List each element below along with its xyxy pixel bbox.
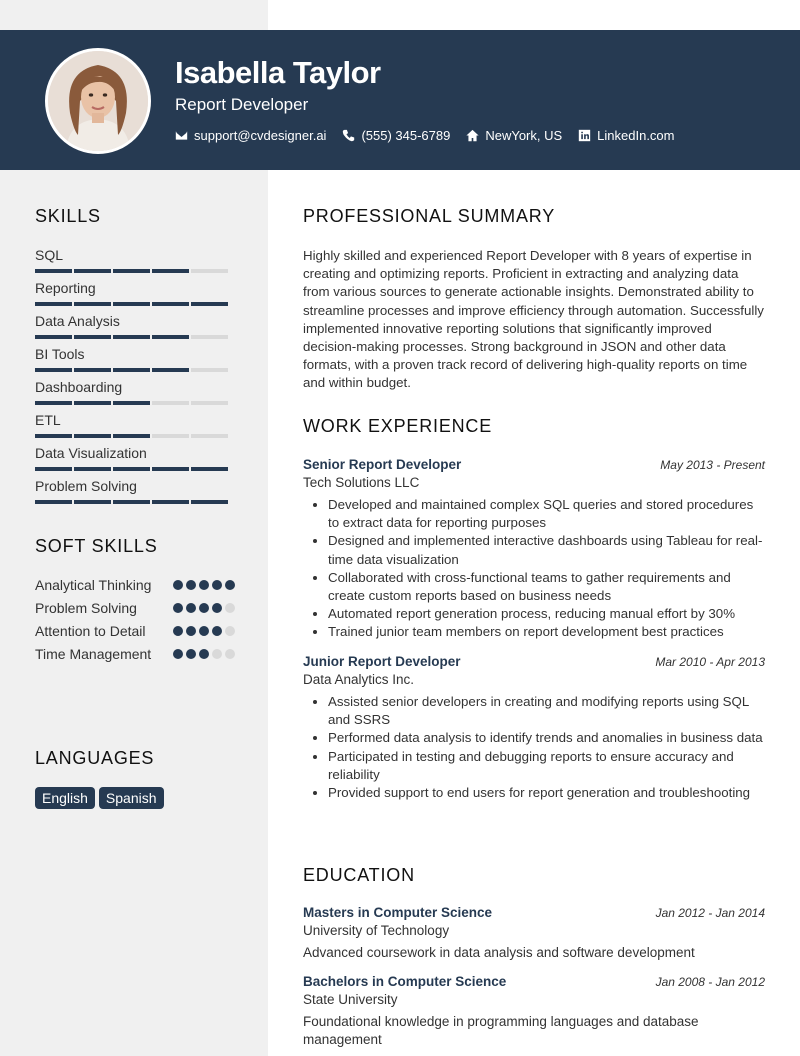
soft-skill-rating <box>170 645 235 659</box>
skill-level-segment <box>191 368 228 372</box>
skill-level-segment <box>74 302 111 306</box>
skill-level-segment <box>113 434 150 438</box>
skill-name: Data Analysis <box>35 313 120 329</box>
rating-dot <box>173 626 183 636</box>
skill-level-bar <box>35 467 235 471</box>
skill-level-segment <box>74 434 111 438</box>
home-icon <box>466 129 479 142</box>
skill-level-segment <box>191 302 228 306</box>
education-school: University of Technology <box>303 923 450 938</box>
contact-phone[interactable] <box>342 128 450 143</box>
avatar <box>45 48 151 154</box>
language-badge: Spanish <box>99 787 164 809</box>
skill-level-segment <box>152 401 189 405</box>
rating-dot <box>199 626 209 636</box>
skill-item <box>35 444 235 477</box>
skill-item <box>35 312 235 345</box>
job-bullet: • Performed data analysis to identify trends and anomalies in business data <box>328 729 765 747</box>
skill-level-segment <box>74 467 111 471</box>
rating-dot <box>225 649 235 659</box>
job-bullet: • Designed and implemented interactive dashboards using Tableau for real-time data visualization <box>328 532 765 568</box>
rating-dot <box>225 580 235 590</box>
rating-dot <box>212 580 222 590</box>
job-role: Junior Report Developer <box>303 654 461 669</box>
rating-dot <box>199 649 209 659</box>
skill-level-bar <box>35 401 235 405</box>
soft-skill-item <box>35 599 235 617</box>
rating-dot <box>225 603 235 613</box>
skill-item <box>35 378 235 411</box>
education-description: Advanced coursework in data analysis and software development <box>303 945 695 960</box>
job-company: Tech Solutions LLC <box>303 475 420 490</box>
rating-dot <box>186 580 196 590</box>
skill-level-bar <box>35 500 235 504</box>
rating-dot <box>173 580 183 590</box>
skill-level-segment <box>35 302 72 306</box>
education-entry <box>303 904 765 962</box>
skill-level-segment <box>152 467 189 471</box>
experience-heading: WORK EXPERIENCE <box>303 416 493 436</box>
skill-name: SQL <box>35 247 64 263</box>
skill-level-segment <box>113 467 150 471</box>
soft-skills-list <box>35 576 235 668</box>
soft-skill-item <box>35 576 235 594</box>
soft-skill-rating <box>170 576 235 590</box>
skill-name: BI Tools <box>35 346 85 362</box>
skills-list <box>35 246 235 510</box>
soft-skill-name: Time Management <box>35 646 152 662</box>
job-bullet: • Trained junior team members on report development best practices <box>328 623 765 641</box>
language-badge: English <box>35 787 95 809</box>
skill-level-segment <box>152 335 189 339</box>
job-entry <box>303 456 765 642</box>
rating-dot <box>186 649 196 659</box>
skill-item <box>35 411 235 444</box>
skill-level-segment <box>152 302 189 306</box>
skill-level-bar <box>35 269 235 273</box>
education-description: Foundational knowledge in programming languages and database management <box>303 1014 699 1048</box>
contact-email-text: support@cvdesigner.ai <box>194 128 327 143</box>
contact-linkedin[interactable] <box>578 128 674 143</box>
skill-level-segment <box>113 269 150 273</box>
education-school: State University <box>303 992 398 1007</box>
envelope-icon <box>175 129 188 142</box>
languages-heading: LANGUAGES <box>35 748 155 768</box>
skill-level-segment <box>191 467 228 471</box>
skill-level-segment <box>191 500 228 504</box>
linkedin-icon <box>578 129 591 142</box>
contact-phone-text: (555) 345-6789 <box>361 128 451 143</box>
education-entry <box>303 973 765 1049</box>
soft-skill-name: Problem Solving <box>35 600 137 616</box>
skill-item <box>35 345 235 378</box>
contact-linkedin-text: LinkedIn.com <box>597 128 675 143</box>
skill-level-segment <box>35 401 72 405</box>
skill-level-segment <box>113 401 150 405</box>
skill-level-segment <box>191 269 228 273</box>
skill-level-segment <box>191 434 228 438</box>
contact-location-text: NewYork, US <box>485 128 563 143</box>
candidate-name: Isabella Taylor <box>175 55 381 90</box>
education-dates: Jan 2012 - Jan 2014 <box>655 906 765 920</box>
skill-level-segment <box>35 269 72 273</box>
job-bullet: • Developed and maintained complex SQL queries and stored procedures to extract data for reporting purposes <box>328 496 765 532</box>
skill-level-segment <box>35 434 72 438</box>
soft-skills-heading: SOFT SKILLS <box>35 536 158 556</box>
skill-level-segment <box>113 500 150 504</box>
skill-level-segment <box>152 269 189 273</box>
skill-name: ETL <box>35 412 61 428</box>
skill-level-segment <box>113 302 150 306</box>
job-company: Data Analytics Inc. <box>303 672 415 687</box>
job-entry <box>303 653 765 802</box>
skill-level-bar <box>35 335 235 339</box>
job-bullet: • Automated report generation process, reducing manual effort by 30% <box>328 605 765 623</box>
skill-level-segment <box>74 269 111 273</box>
skill-item <box>35 246 235 279</box>
skill-level-segment <box>35 335 72 339</box>
skill-item <box>35 477 235 510</box>
education-heading: EDUCATION <box>303 865 415 885</box>
contact-email[interactable] <box>175 128 326 143</box>
rating-dot <box>212 626 222 636</box>
education-degree: Masters in Computer Science <box>303 905 493 920</box>
skill-level-segment <box>35 368 72 372</box>
rating-dot <box>212 603 222 613</box>
skill-name: Dashboarding <box>35 379 123 395</box>
job-bullet: • Assisted senior developers in creating and modifying reports using SQL and SSRS <box>328 693 765 729</box>
skill-level-segment <box>74 500 111 504</box>
rating-dot <box>173 603 183 613</box>
skill-level-segment <box>152 434 189 438</box>
skill-level-segment <box>35 500 72 504</box>
contact-row <box>175 128 691 143</box>
contact-location <box>466 128 562 143</box>
rating-dot <box>186 603 196 613</box>
rating-dot <box>212 649 222 659</box>
rating-dot <box>186 626 196 636</box>
job-bullet: • Collaborated with cross-functional teams to gather requirements and create custom reports based on business needs <box>328 569 765 605</box>
skill-name: Problem Solving <box>35 478 137 494</box>
rating-dot <box>199 580 209 590</box>
skill-level-segment <box>113 335 150 339</box>
rating-dot <box>225 626 235 636</box>
skill-level-segment <box>152 368 189 372</box>
skill-name: Reporting <box>35 280 96 296</box>
skill-level-bar <box>35 302 235 306</box>
soft-skill-item <box>35 622 235 640</box>
job-bullets <box>303 496 765 642</box>
job-title: Report Developer <box>175 95 309 114</box>
soft-skill-rating <box>170 622 235 636</box>
skill-level-segment <box>191 335 228 339</box>
rating-dot <box>173 649 183 659</box>
skill-level-segment <box>74 401 111 405</box>
skill-name: Data Visualization <box>35 445 147 461</box>
rating-dot <box>199 603 209 613</box>
skill-level-segment <box>74 368 111 372</box>
skill-level-segment <box>191 401 228 405</box>
soft-skill-name: Attention to Detail <box>35 623 146 639</box>
summary-text: Highly skilled and experienced Report Developer with 8 years of expertise in creating and optimizing reports. Proficient in extracting and analyzing data from various sources to generate actionable insights. Demonstrated ability to streamline processes and improve efficiency through automation. Successfully implemented innovative reporting solutions that significantly improved decision-making processes. Strong background in JSON and other data formats, with a proven track record of delivering high-quality reports on time and within budget. <box>303 248 764 391</box>
phone-icon <box>342 129 355 142</box>
skill-item <box>35 279 235 312</box>
job-dates: Mar 2010 - Apr 2013 <box>655 655 765 669</box>
summary-heading: PROFESSIONAL SUMMARY <box>303 206 556 226</box>
skill-level-segment <box>113 368 150 372</box>
soft-skill-name: Analytical Thinking <box>35 577 152 593</box>
skill-level-segment <box>74 335 111 339</box>
avatar-photo <box>48 51 148 151</box>
soft-skill-item <box>35 645 235 663</box>
soft-skill-rating <box>170 599 235 613</box>
job-role: Senior Report Developer <box>303 457 462 472</box>
languages-list <box>35 787 168 809</box>
education-dates: Jan 2008 - Jan 2012 <box>655 975 765 989</box>
job-bullet: • Provided support to end users for report generation and troubleshooting <box>328 784 765 802</box>
job-dates: May 2013 - Present <box>660 458 765 472</box>
skill-level-bar <box>35 368 235 372</box>
skill-level-bar <box>35 434 235 438</box>
skills-heading: SKILLS <box>35 206 101 226</box>
skill-level-segment <box>35 467 72 471</box>
skill-level-segment <box>152 500 189 504</box>
education-degree: Bachelors in Computer Science <box>303 974 507 989</box>
job-bullets <box>303 693 765 802</box>
job-bullet: • Participated in testing and debugging reports to ensure accuracy and reliability <box>328 748 765 784</box>
